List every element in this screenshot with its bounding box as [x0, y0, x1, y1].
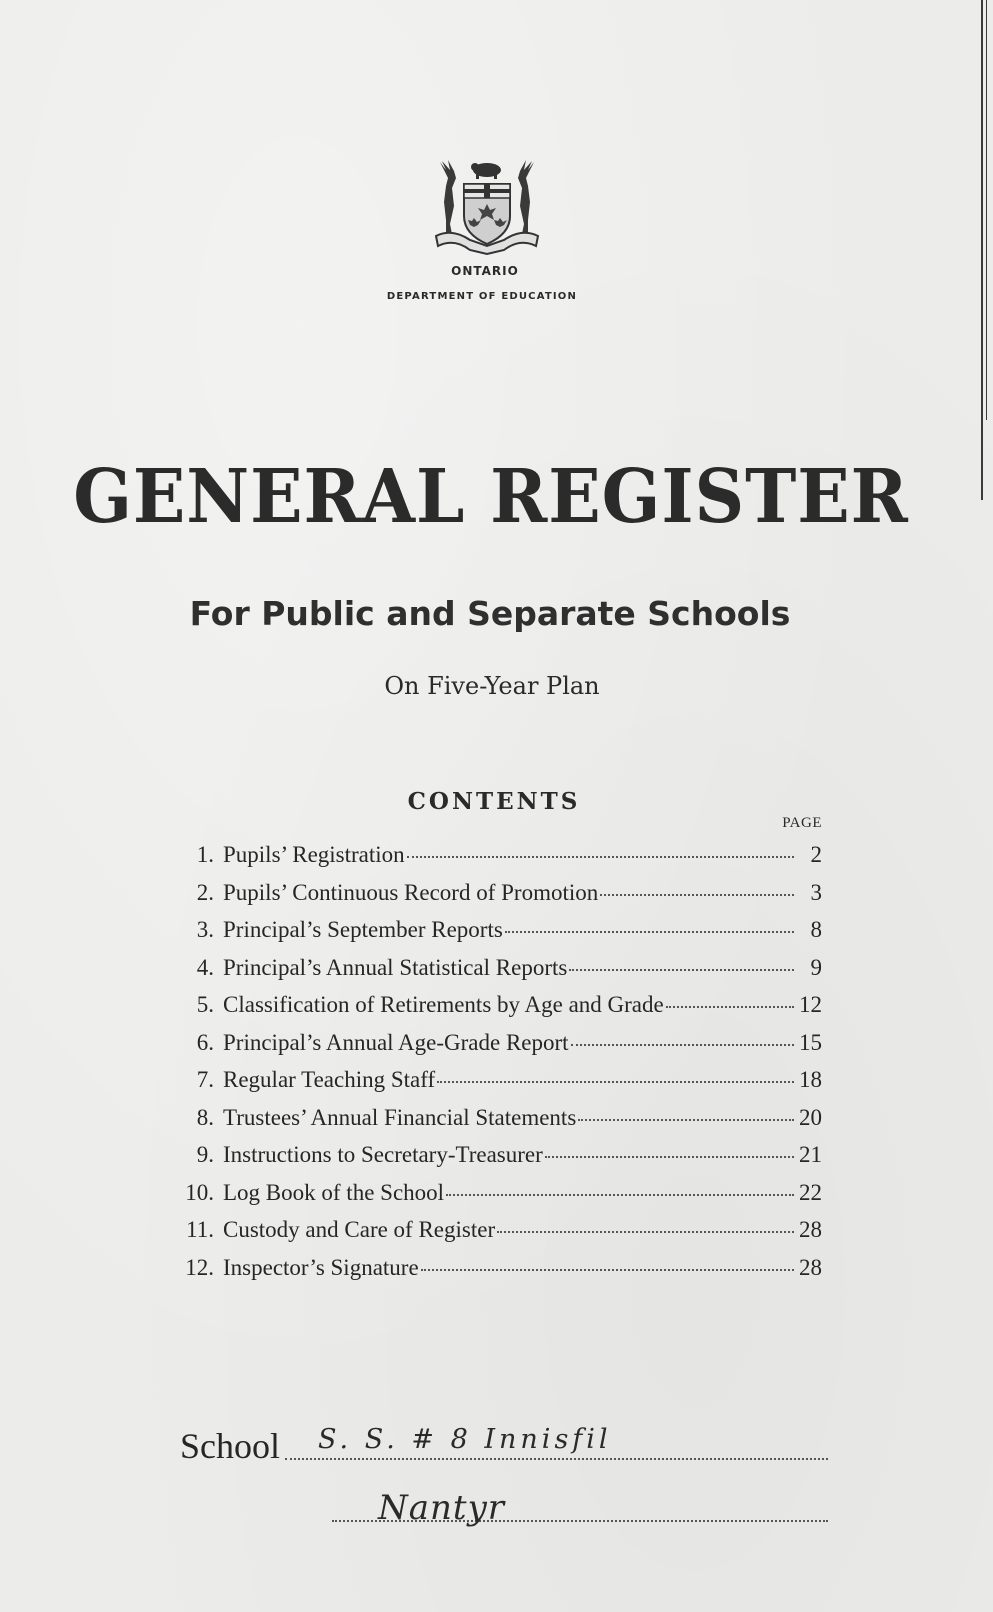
dot-leader — [497, 1231, 794, 1233]
toc-item-label: Log Book of the School — [223, 1179, 445, 1205]
province-name: ONTARIO — [451, 264, 519, 278]
toc-item — [170, 992, 822, 1030]
toc-item-page: 3 — [810, 879, 822, 905]
toc-item — [170, 1217, 822, 1255]
toc-item-page: 28 — [799, 1217, 822, 1242]
toc-item-number: 5. — [196, 992, 214, 1017]
dot-leader — [545, 1156, 794, 1158]
toc-item — [170, 1105, 822, 1143]
toc-item-number: 11. — [186, 1217, 214, 1242]
toc-item — [170, 880, 822, 918]
toc-item-label: Classification of Retirements by Age and Grade — [223, 992, 664, 1017]
toc-item — [170, 1030, 822, 1068]
toc-item-label: Pupils’ Continuous Record of Promotion — [223, 879, 599, 905]
toc-item-number: 6. — [196, 1029, 214, 1055]
toc-item-number: 7. — [196, 1067, 214, 1092]
toc-item-page: 21 — [799, 1142, 822, 1167]
contents-heading: CONTENTS — [407, 788, 581, 815]
dot-leader — [505, 931, 794, 933]
ontario-coat-of-arms-icon — [432, 158, 542, 258]
toc-item-page: 15 — [799, 1029, 822, 1055]
dot-leader — [578, 1119, 794, 1121]
toc-item-label: Pupils’ Registration — [223, 842, 405, 867]
handwritten-location: Nantyr — [378, 1488, 506, 1528]
toc-item-number: 9. — [196, 1142, 214, 1167]
dot-leader — [446, 1194, 794, 1196]
toc-item-page: 20 — [799, 1104, 822, 1130]
dot-leader — [437, 1081, 794, 1083]
toc-item-label: Trustees’ Annual Financial Statements — [223, 1104, 577, 1130]
toc-item — [170, 955, 822, 993]
table-of-contents — [170, 842, 822, 1292]
toc-item-number: 10. — [185, 1179, 214, 1205]
toc-item-label: Principal’s Annual Statistical Reports — [223, 954, 568, 980]
toc-item-page: 12 — [799, 992, 822, 1017]
toc-item — [170, 1142, 822, 1180]
toc-item — [170, 1180, 822, 1218]
dot-leader — [569, 969, 794, 971]
toc-item-page: 22 — [799, 1179, 822, 1205]
toc-item-page: 9 — [810, 954, 822, 980]
toc-item-number: 3. — [196, 917, 214, 942]
document-title: GENERAL REGISTER — [73, 454, 909, 540]
school-label: School — [180, 1426, 281, 1466]
page-edge-line — [981, 0, 983, 500]
document-subtitle: For Public and Separate Schools — [189, 594, 791, 633]
toc-item-label: Inspector’s Signature — [223, 1254, 419, 1280]
dot-leader — [407, 856, 794, 858]
toc-item-number: 2. — [196, 879, 214, 905]
dot-leader — [571, 1044, 794, 1046]
toc-item-label: Principal’s Annual Age-Grade Report — [223, 1029, 569, 1055]
page-column-header: PAGE — [782, 815, 822, 831]
toc-item-page: 8 — [810, 917, 822, 942]
toc-item — [170, 1255, 822, 1293]
toc-item — [170, 842, 822, 880]
toc-item-label: Custody and Care of Register — [223, 1217, 496, 1242]
toc-item — [170, 917, 822, 955]
toc-item-page: 18 — [799, 1067, 822, 1092]
toc-item-page: 28 — [799, 1254, 822, 1280]
school-fill-line — [285, 1458, 828, 1460]
toc-item-label: Instructions to Secretary-Treasurer — [223, 1142, 543, 1167]
toc-item — [170, 1067, 822, 1105]
toc-item-page: 2 — [810, 842, 822, 867]
toc-item-number: 12. — [185, 1254, 214, 1280]
dot-leader — [666, 1006, 794, 1008]
page-edge-line — [986, 0, 987, 420]
department-name: DEPARTMENT OF EDUCATION — [386, 291, 578, 302]
handwritten-school-name: S. S. # 8 Innisfil — [318, 1424, 612, 1455]
toc-item-number: 8. — [196, 1104, 214, 1130]
plan-text: On Five-Year Plan — [384, 672, 600, 700]
toc-item-number: 4. — [196, 954, 214, 980]
toc-item-label: Regular Teaching Staff — [223, 1067, 436, 1092]
toc-item-number: 1. — [196, 842, 214, 867]
toc-item-label: Principal’s September Reports — [223, 917, 503, 942]
dot-leader — [600, 894, 794, 896]
dot-leader — [421, 1269, 794, 1271]
